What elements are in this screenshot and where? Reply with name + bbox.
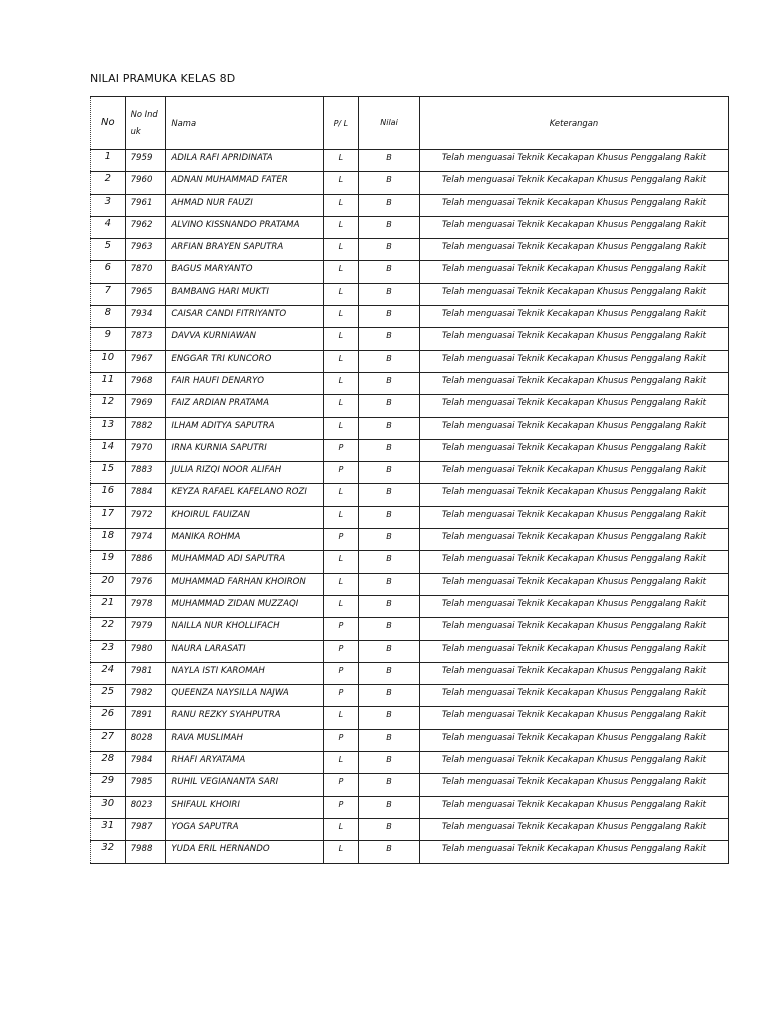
table-row	[91, 685, 729, 707]
row-nilai: B	[359, 439, 420, 461]
row-gender: L	[323, 328, 359, 350]
table-row	[91, 150, 729, 172]
row-nama: MANIKA ROHMA	[166, 529, 323, 551]
row-keterangan: Telah menguasai Teknik Kecakapan Khusus Penggalang Rakit	[419, 350, 728, 372]
row-no: 11	[91, 372, 126, 394]
row-keterangan: Telah menguasai Teknik Kecakapan Khusus Penggalang Rakit	[419, 283, 728, 305]
row-nilai: B	[359, 662, 420, 684]
row-no-induk: 7976	[125, 573, 166, 595]
row-nilai: B	[359, 818, 420, 840]
row-keterangan: Telah menguasai Teknik Kecakapan Khusus Penggalang Rakit	[419, 395, 728, 417]
row-no: 27	[91, 729, 126, 751]
row-nama: AHMAD NUR FAUZI	[166, 194, 323, 216]
row-no-induk: 7891	[125, 707, 166, 729]
row-gender: L	[323, 573, 359, 595]
row-gender: L	[323, 595, 359, 617]
row-keterangan: Telah menguasai Teknik Kecakapan Khusus Penggalang Rakit	[419, 529, 728, 551]
table-row	[91, 417, 729, 439]
row-nama: RANU REZKY SYAHPUTRA	[166, 707, 323, 729]
row-gender: L	[323, 239, 359, 261]
row-gender: L	[323, 707, 359, 729]
table-row	[91, 216, 729, 238]
row-no: 2	[91, 172, 126, 194]
row-no: 18	[91, 529, 126, 551]
row-gender: P	[323, 796, 359, 818]
row-nama: FAIR HAUFI DENARYO	[166, 372, 323, 394]
row-no-induk: 7961	[125, 194, 166, 216]
table-row	[91, 506, 729, 528]
row-no-induk: 7980	[125, 640, 166, 662]
row-nama: CAISAR CANDI FITRIYANTO	[166, 306, 323, 328]
table-row	[91, 729, 729, 751]
row-keterangan: Telah menguasai Teknik Kecakapan Khusus Penggalang Rakit	[419, 306, 728, 328]
row-no-induk: 7982	[125, 685, 166, 707]
row-no-induk: 7873	[125, 328, 166, 350]
row-nama: QUEENZA NAYSILLA NAJWA	[166, 685, 323, 707]
row-nama: YUDA ERIL HERNANDO	[166, 841, 323, 863]
row-gender: L	[323, 551, 359, 573]
row-no: 3	[91, 194, 126, 216]
row-nilai: B	[359, 796, 420, 818]
row-keterangan: Telah menguasai Teknik Kecakapan Khusus Penggalang Rakit	[419, 216, 728, 238]
row-nama: RHAFI ARYATAMA	[166, 752, 323, 774]
row-gender: L	[323, 194, 359, 216]
row-nama: KHOIRUL FAUIZAN	[166, 506, 323, 528]
row-nama: ENGGAR TRI KUNCORO	[166, 350, 323, 372]
table-row	[91, 707, 729, 729]
row-no: 30	[91, 796, 126, 818]
row-no-induk: 7978	[125, 595, 166, 617]
row-no: 1	[91, 150, 126, 172]
row-nilai: B	[359, 774, 420, 796]
table-row	[91, 283, 729, 305]
row-no-induk: 8023	[125, 796, 166, 818]
row-keterangan: Telah menguasai Teknik Kecakapan Khusus Penggalang Rakit	[419, 573, 728, 595]
row-nilai: B	[359, 261, 420, 283]
row-nama: ADNAN MUHAMMAD FATER	[166, 172, 323, 194]
row-nama: BAGUS MARYANTO	[166, 261, 323, 283]
row-nama: ALVINO KISSNANDO PRATAMA	[166, 216, 323, 238]
table-row	[91, 595, 729, 617]
row-nilai: B	[359, 328, 420, 350]
row-nama: NAILLA NUR KHOLLIFACH	[166, 618, 323, 640]
row-nilai: B	[359, 573, 420, 595]
row-gender: P	[323, 618, 359, 640]
row-no: 22	[91, 618, 126, 640]
table-row	[91, 752, 729, 774]
row-nilai: B	[359, 350, 420, 372]
row-nama: ARFIAN BRAYEN SAPUTRA	[166, 239, 323, 261]
row-no: 12	[91, 395, 126, 417]
row-gender: L	[323, 372, 359, 394]
row-no: 10	[91, 350, 126, 372]
row-no: 15	[91, 462, 126, 484]
row-nilai: B	[359, 841, 420, 863]
row-no-induk: 7884	[125, 484, 166, 506]
row-no-induk: 7974	[125, 529, 166, 551]
table-row	[91, 484, 729, 506]
row-gender: P	[323, 774, 359, 796]
row-gender: L	[323, 216, 359, 238]
table-row	[91, 239, 729, 261]
table-row	[91, 261, 729, 283]
row-keterangan: Telah menguasai Teknik Kecakapan Khusus Penggalang Rakit	[419, 662, 728, 684]
row-keterangan: Telah menguasai Teknik Kecakapan Khusus Penggalang Rakit	[419, 752, 728, 774]
table-row	[91, 796, 729, 818]
row-gender: P	[323, 729, 359, 751]
row-nama: NAURA LARASATI	[166, 640, 323, 662]
row-no-induk: 7968	[125, 372, 166, 394]
row-nilai: B	[359, 551, 420, 573]
row-gender: L	[323, 306, 359, 328]
row-gender: P	[323, 529, 359, 551]
row-keterangan: Telah menguasai Teknik Kecakapan Khusus Penggalang Rakit	[419, 640, 728, 662]
row-no: 31	[91, 818, 126, 840]
row-no: 4	[91, 216, 126, 238]
row-nilai: B	[359, 306, 420, 328]
table-row	[91, 328, 729, 350]
row-no-induk: 7987	[125, 818, 166, 840]
row-nama: MUHAMMAD ADI SAPUTRA	[166, 551, 323, 573]
row-gender: P	[323, 462, 359, 484]
row-keterangan: Telah menguasai Teknik Kecakapan Khusus Penggalang Rakit	[419, 484, 728, 506]
row-keterangan: Telah menguasai Teknik Kecakapan Khusus Penggalang Rakit	[419, 328, 728, 350]
row-keterangan: Telah menguasai Teknik Kecakapan Khusus Penggalang Rakit	[419, 172, 728, 194]
row-no: 19	[91, 551, 126, 573]
row-no: 16	[91, 484, 126, 506]
row-keterangan: Telah menguasai Teknik Kecakapan Khusus Penggalang Rakit	[419, 618, 728, 640]
row-keterangan: Telah menguasai Teknik Kecakapan Khusus Penggalang Rakit	[419, 462, 728, 484]
row-nama: IRNA KURNIA SAPUTRI	[166, 439, 323, 461]
table-row	[91, 395, 729, 417]
row-nilai: B	[359, 595, 420, 617]
row-nilai: B	[359, 484, 420, 506]
row-no: 29	[91, 774, 126, 796]
row-nama: KEYZA RAFAEL KAFELANO ROZI	[166, 484, 323, 506]
row-nilai: B	[359, 685, 420, 707]
row-no: 20	[91, 573, 126, 595]
header-nilai: Nilai	[359, 97, 420, 150]
grade-table	[90, 96, 729, 864]
row-nama: BAMBANG HARI MUKTI	[166, 283, 323, 305]
row-nama: RUHIL VEGIANANTA SARI	[166, 774, 323, 796]
table-row	[91, 350, 729, 372]
table-row	[91, 462, 729, 484]
row-nama: MUHAMMAD FARHAN KHOIRON	[166, 573, 323, 595]
row-no-induk: 7970	[125, 439, 166, 461]
row-keterangan: Telah menguasai Teknik Kecakapan Khusus Penggalang Rakit	[419, 439, 728, 461]
table-row	[91, 618, 729, 640]
row-no-induk: 7883	[125, 462, 166, 484]
row-no-induk: 7984	[125, 752, 166, 774]
row-gender: L	[323, 506, 359, 528]
row-gender: L	[323, 484, 359, 506]
row-no-induk: 7959	[125, 150, 166, 172]
row-nilai: B	[359, 150, 420, 172]
table-row	[91, 640, 729, 662]
row-nilai: B	[359, 462, 420, 484]
row-no-induk: 7870	[125, 261, 166, 283]
row-nama: SHIFAUL KHOIRI	[166, 796, 323, 818]
row-nilai: B	[359, 529, 420, 551]
row-no: 24	[91, 662, 126, 684]
table-row	[91, 306, 729, 328]
row-no: 6	[91, 261, 126, 283]
row-no: 5	[91, 239, 126, 261]
table-body	[91, 150, 729, 864]
row-keterangan: Telah menguasai Teknik Kecakapan Khusus Penggalang Rakit	[419, 707, 728, 729]
row-nilai: B	[359, 640, 420, 662]
row-no: 23	[91, 640, 126, 662]
row-nilai: B	[359, 194, 420, 216]
row-keterangan: Telah menguasai Teknik Kecakapan Khusus Penggalang Rakit	[419, 150, 728, 172]
row-nama: RAVA MUSLIMAH	[166, 729, 323, 751]
row-nilai: B	[359, 506, 420, 528]
row-nilai: B	[359, 172, 420, 194]
row-nilai: B	[359, 752, 420, 774]
row-no-induk: 8028	[125, 729, 166, 751]
table-row	[91, 172, 729, 194]
row-keterangan: Telah menguasai Teknik Kecakapan Khusus Penggalang Rakit	[419, 685, 728, 707]
row-no: 28	[91, 752, 126, 774]
table-row	[91, 818, 729, 840]
row-no: 25	[91, 685, 126, 707]
row-keterangan: Telah menguasai Teknik Kecakapan Khusus Penggalang Rakit	[419, 551, 728, 573]
row-no-induk: 7969	[125, 395, 166, 417]
row-gender: L	[323, 350, 359, 372]
row-keterangan: Telah menguasai Teknik Kecakapan Khusus Penggalang Rakit	[419, 818, 728, 840]
row-nama: MUHAMMAD ZIDAN MUZZAQI	[166, 595, 323, 617]
row-gender: L	[323, 752, 359, 774]
row-keterangan: Telah menguasai Teknik Kecakapan Khusus Penggalang Rakit	[419, 595, 728, 617]
row-no-induk: 7886	[125, 551, 166, 573]
table-row	[91, 573, 729, 595]
row-nilai: B	[359, 283, 420, 305]
row-no: 14	[91, 439, 126, 461]
header-gender: P/ L	[323, 97, 359, 150]
document-title: NILAI PRAMUKA KELAS 8D	[90, 72, 236, 85]
row-nama: YOGA SAPUTRA	[166, 818, 323, 840]
row-nilai: B	[359, 216, 420, 238]
row-gender: L	[323, 172, 359, 194]
row-no: 17	[91, 506, 126, 528]
header-keterangan: Keterangan	[419, 97, 728, 150]
row-no: 8	[91, 306, 126, 328]
row-gender: L	[323, 261, 359, 283]
row-gender: P	[323, 685, 359, 707]
row-no-induk: 7981	[125, 662, 166, 684]
row-keterangan: Telah menguasai Teknik Kecakapan Khusus Penggalang Rakit	[419, 417, 728, 439]
row-nilai: B	[359, 395, 420, 417]
row-nilai: B	[359, 618, 420, 640]
row-no-induk: 7882	[125, 417, 166, 439]
row-nilai: B	[359, 239, 420, 261]
row-nama: NAYLA ISTI KAROMAH	[166, 662, 323, 684]
row-keterangan: Telah menguasai Teknik Kecakapan Khusus Penggalang Rakit	[419, 729, 728, 751]
row-no-induk: 7967	[125, 350, 166, 372]
row-no: 7	[91, 283, 126, 305]
row-no: 32	[91, 841, 126, 863]
row-no: 26	[91, 707, 126, 729]
table-row	[91, 372, 729, 394]
row-keterangan: Telah menguasai Teknik Kecakapan Khusus Penggalang Rakit	[419, 506, 728, 528]
row-gender: L	[323, 818, 359, 840]
row-no-induk: 7934	[125, 306, 166, 328]
row-nilai: B	[359, 372, 420, 394]
row-nama: ADILA RAFI APRIDINATA	[166, 150, 323, 172]
row-gender: P	[323, 662, 359, 684]
row-keterangan: Telah menguasai Teknik Kecakapan Khusus Penggalang Rakit	[419, 774, 728, 796]
row-no: 13	[91, 417, 126, 439]
row-gender: L	[323, 395, 359, 417]
row-nama: JULIA RIZQI NOOR ALIFAH	[166, 462, 323, 484]
row-keterangan: Telah menguasai Teknik Kecakapan Khusus Penggalang Rakit	[419, 796, 728, 818]
row-keterangan: Telah menguasai Teknik Kecakapan Khusus Penggalang Rakit	[419, 239, 728, 261]
row-nilai: B	[359, 417, 420, 439]
header-no-induk: No Induk	[125, 97, 166, 150]
row-no-induk: 7960	[125, 172, 166, 194]
row-nama: ILHAM ADITYA SAPUTRA	[166, 417, 323, 439]
row-nilai: B	[359, 729, 420, 751]
row-gender: P	[323, 640, 359, 662]
row-no-induk: 7963	[125, 239, 166, 261]
row-nilai: B	[359, 707, 420, 729]
row-no-induk: 7985	[125, 774, 166, 796]
row-nama: DAVVA KURNIAWAN	[166, 328, 323, 350]
row-no-induk: 7979	[125, 618, 166, 640]
table-row	[91, 439, 729, 461]
row-no-induk: 7962	[125, 216, 166, 238]
table-header-row	[91, 97, 729, 150]
row-keterangan: Telah menguasai Teknik Kecakapan Khusus Penggalang Rakit	[419, 194, 728, 216]
table-row	[91, 551, 729, 573]
row-no-induk: 7965	[125, 283, 166, 305]
row-gender: L	[323, 841, 359, 863]
row-no-induk: 7988	[125, 841, 166, 863]
table-row	[91, 841, 729, 863]
table-row	[91, 529, 729, 551]
row-gender: L	[323, 283, 359, 305]
row-no-induk: 7972	[125, 506, 166, 528]
row-keterangan: Telah menguasai Teknik Kecakapan Khusus Penggalang Rakit	[419, 261, 728, 283]
table-row	[91, 194, 729, 216]
row-keterangan: Telah menguasai Teknik Kecakapan Khusus Penggalang Rakit	[419, 841, 728, 863]
row-gender: L	[323, 150, 359, 172]
row-no: 21	[91, 595, 126, 617]
table-row	[91, 662, 729, 684]
header-no: No	[91, 97, 126, 150]
header-nama: Nama	[166, 97, 323, 150]
row-gender: L	[323, 417, 359, 439]
row-no: 9	[91, 328, 126, 350]
row-keterangan: Telah menguasai Teknik Kecakapan Khusus Penggalang Rakit	[419, 372, 728, 394]
table-row	[91, 774, 729, 796]
row-gender: P	[323, 439, 359, 461]
row-nama: FAIZ ARDIAN PRATAMA	[166, 395, 323, 417]
